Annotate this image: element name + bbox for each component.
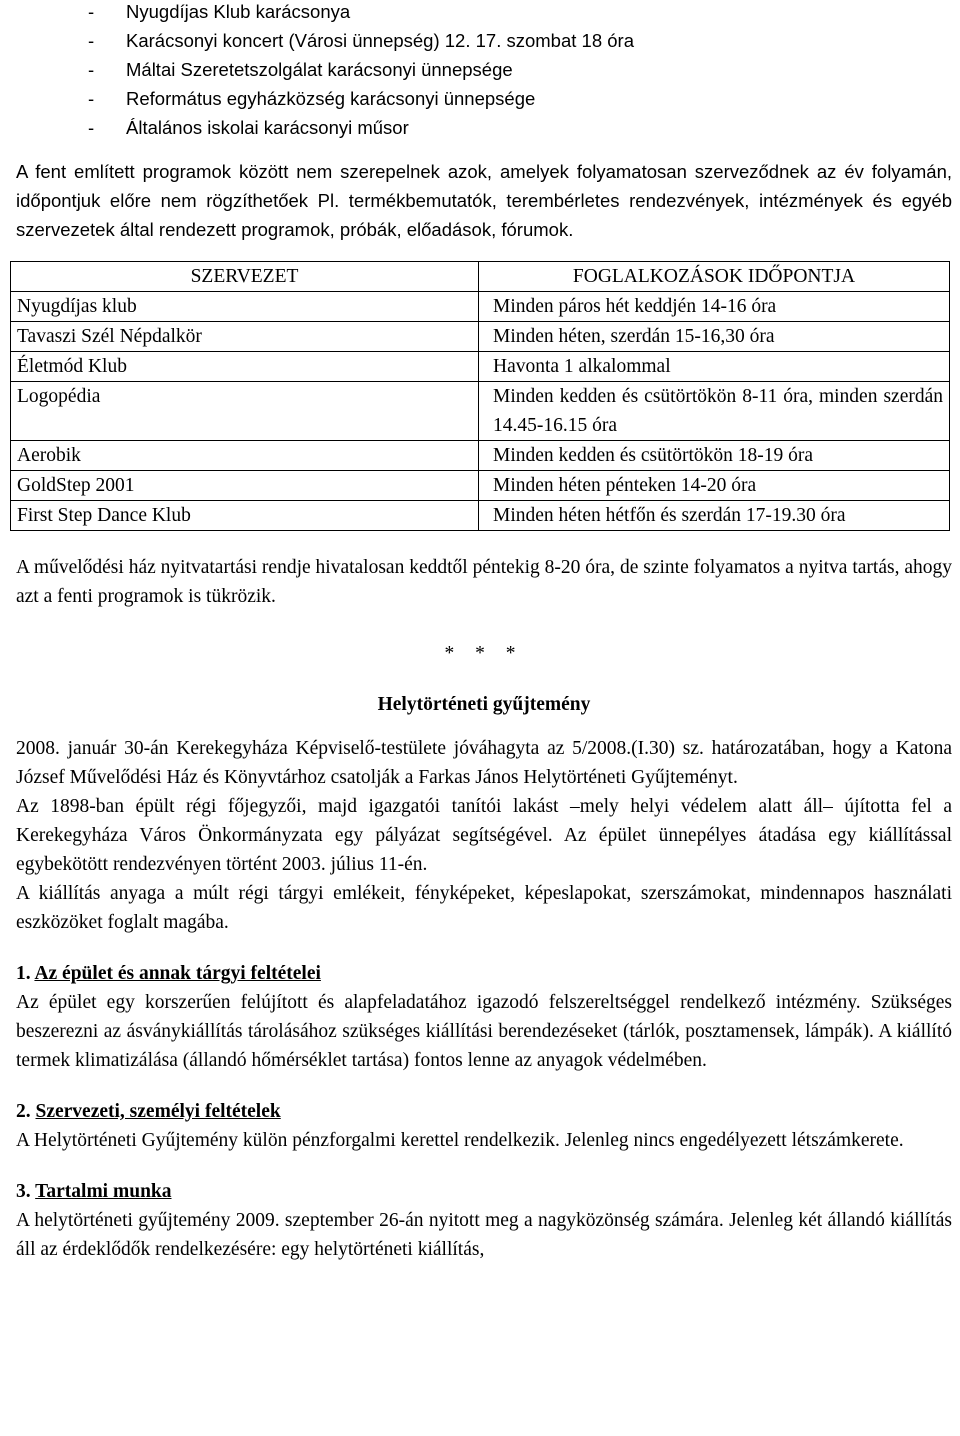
section-number: 1. [16, 963, 31, 984]
collection-paragraph: 2008. január 30-án Kerekegyháza Képviselő-testülete jóváhagyta az 5/2008.(I.30) sz. határozatában, hogy a Katona József Művelődési Ház és Könyvtárhoz csatolják a Farkas János Helytörténeti Gyűjteményt. [16, 738, 952, 788]
section-title: Szervezeti, személyi feltételek [35, 1101, 281, 1122]
table-cell: Életmód Klub [11, 352, 479, 382]
section-heading-1 [16, 959, 952, 988]
opening-hours-paragraph: A művelődési ház nyitvatartási rendje hivatalosan keddtől péntekig 8-20 óra, de szinte folyamatos a nyitva tartás, ahogy azt a fenti programok is tükrözik. [16, 557, 952, 607]
collection-paragraph: Az 1898-ban épült régi főjegyzői, majd igazgatói tanítói lakást –mely helyi védelem alatt áll– újította fel a Kerekegyháza Város Önkormányzata egy pályázat segítségével. Az épület ünnepélyes átadása egy kiállítással egybekötött rendezvényen történt 2003. július 11-én. [16, 796, 952, 875]
list-item: - Máltai Szeretetszolgálat karácsonyi ünnepsége [16, 55, 952, 84]
bullet-dash: - [88, 30, 95, 51]
section-title: Az épület és annak tárgyi feltételei [34, 963, 321, 984]
bullet-dash: - [88, 1, 95, 22]
section-text: Az épület egy korszerűen felújított és alapfeladatához igazodó felszereltséggel rendelkező intézmény. Szükséges beszerezni az ásványkiállítás tárolásához szükséges kiállítási berendezéseket (tárlók, posztamensek, lámpák). A kiállító termek klimatizálása (állandó hőmérséklet tartása) fontos lenne az anyagok védelmében. [16, 992, 952, 1071]
table-header-row [11, 262, 950, 292]
section-heading-2 [16, 1097, 952, 1126]
table-cell: Havonta 1 alkalommal [479, 352, 950, 382]
schedule-table [10, 261, 950, 531]
bullet-dash: - [88, 59, 95, 80]
section-separator: * * * [444, 643, 524, 664]
table-cell: Nyugdíjas klub [11, 292, 479, 322]
table-row [11, 292, 950, 322]
section-text: A Helytörténeti Gyűjtemény külön pénzforgalmi kerettel rendelkezik. Jelenleg nincs engedélyezett létszámkerete. [16, 1130, 904, 1151]
table-cell: Minden páros hét keddjén 14-16 óra [479, 292, 950, 322]
collection-title: Helytörténeti gyűjtemény [377, 694, 591, 715]
table-cell: Logopédia [11, 382, 479, 441]
list-item: - Nyugdíjas Klub karácsonya [16, 0, 952, 26]
table-cell: Minden héten pénteken 14-20 óra [479, 471, 950, 501]
table-row [11, 501, 950, 531]
section-number: 2. [16, 1101, 31, 1122]
table-cell: Minden kedden és csütörtökön 8-11 óra, minden szerdán 14.45-16.15 óra [479, 382, 950, 441]
table-cell: Aerobik [11, 441, 479, 471]
column-header-organization: SZERVEZET [11, 262, 479, 292]
table-row [11, 441, 950, 471]
bullet-dash: - [88, 117, 95, 138]
collection-paragraph: A kiállítás anyaga a múlt régi tárgyi emlékeit, fényképeket, képeslapokat, szerszámokat, mindennapos használati eszközöket foglalt magába. [16, 883, 952, 933]
table-row [11, 382, 950, 441]
section-number: 3. [16, 1181, 31, 1202]
table-cell: GoldStep 2001 [11, 471, 479, 501]
section-text: A helytörténeti gyűjtemény 2009. szeptember 26-án nyitott meg a nagyközönség számára. Jelenleg két állandó kiállítás áll az érdeklődők rendelkezésére: egy helytörténeti kiállítás, [16, 1210, 952, 1260]
table-cell: First Step Dance Klub [11, 501, 479, 531]
list-item: - Általános iskolai karácsonyi műsor [16, 113, 952, 142]
table-cell: Tavaszi Szél Népdalkör [11, 322, 479, 352]
column-header-times: FOGLALKOZÁSOK IDŐPONTJA [479, 262, 950, 292]
table-cell: Minden héten hétfőn és szerdán 17-19.30 óra [479, 501, 950, 531]
list-item: - Karácsonyi koncert (Városi ünnepség) 12. 17. szombat 18 óra [16, 26, 952, 55]
table-cell: Minden héten, szerdán 15-16,30 óra [479, 322, 950, 352]
table-row [11, 322, 950, 352]
program-list [16, 0, 952, 142]
table-row [11, 352, 950, 382]
section-title: Tartalmi munka [35, 1181, 172, 1202]
section-heading-3 [16, 1177, 952, 1206]
table-cell: Minden kedden és csütörtökön 18-19 óra [479, 441, 950, 471]
bullet-dash: - [88, 88, 95, 109]
table-row [11, 471, 950, 501]
document-page [16, 0, 952, 1264]
intro-paragraph: A fent említett programok között nem szerepelnek azok, amelyek folyamatosan szerveződnek az év folyamán, időpontjuk előre nem rögzíthetőek Pl. termékbemutatók, terembérletes rendezvények, intézmények és egyéb szervezetek által rendezett programok, próbák, előadások, fórumok. [16, 161, 952, 240]
list-item: - Református egyházközség karácsonyi ünnepsége [16, 84, 952, 113]
